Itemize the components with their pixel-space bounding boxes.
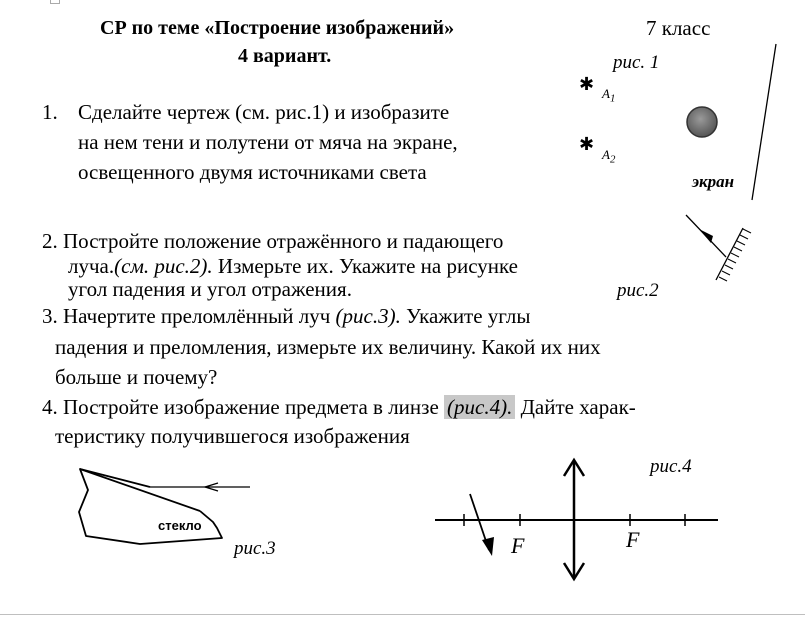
- task-3-figure-ref: (рис.3).: [335, 304, 401, 328]
- task-4-figure-ref-highlighted: (рис.4).: [444, 395, 515, 419]
- task-2-figure-ref: (см. рис.2).: [114, 254, 213, 278]
- page-bottom-border: [0, 614, 805, 615]
- source-a1-label: $A_1$: [602, 86, 616, 105]
- task-1-number: 1.: [42, 100, 58, 124]
- fig-4-caption: рис.4: [650, 456, 692, 477]
- task-3-line-3: больше и почему?: [55, 365, 218, 389]
- fig-2-caption: рис.2: [617, 280, 659, 301]
- task-3-line-2: падения и преломления, измерьте их величину. Какой их них: [55, 335, 601, 359]
- task-2-line-1: 2. Постройте положение отражённого и падающего: [42, 229, 504, 253]
- task-4-line-1: 4. Постройте изображение предмета в линзе (рис.4). Дайте харак-: [42, 395, 636, 419]
- variant-label: 4 вариант.: [238, 45, 332, 67]
- task-2-line-2: луча.(см. рис.2). Измерьте их. Укажите на рисунке: [68, 254, 518, 278]
- focus-right-label: F: [626, 527, 640, 552]
- task-1-line-3: освещенного двумя источниками света: [78, 160, 427, 184]
- fig-3-caption: рис.3: [234, 538, 276, 559]
- grade-label: 7 класс: [646, 16, 711, 40]
- arrow-icon: [482, 537, 494, 556]
- fig-1-caption: рис. 1: [613, 52, 660, 73]
- sun-icon: ✱: [579, 74, 595, 94]
- glass-label: стекло: [158, 518, 202, 533]
- task-3-line-1: 3. Начертите преломлённый луч (рис.3). Укажите углы: [42, 304, 531, 328]
- worksheet-title: СР по теме «Построение изображений»: [100, 17, 455, 39]
- sun-icon: ✱: [579, 134, 595, 154]
- source-a2-label: $A_2$: [602, 147, 616, 166]
- focus-left-label: F: [511, 533, 525, 558]
- task-2-line-3: угол падения и угол отражения.: [68, 277, 352, 301]
- task-1-line-1: Сделайте чертеж (см. рис.1) и изобразите: [78, 100, 450, 124]
- screen-label: экран: [692, 172, 735, 191]
- task-4-line-2: теристику получившегося изображения: [55, 424, 410, 448]
- task-1-line-2: на нем тени и полутени от мяча на экране,: [78, 130, 458, 154]
